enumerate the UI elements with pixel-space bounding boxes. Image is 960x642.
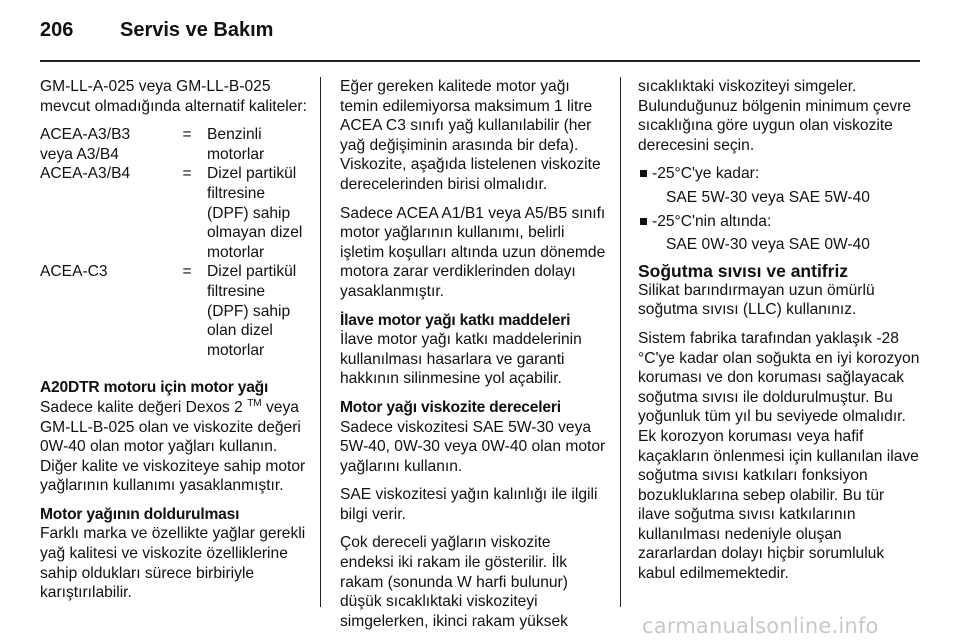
bullet-square-icon — [640, 218, 647, 225]
table-row — [40, 164, 308, 262]
additives-heading: İlave motor yağı katkı maddeleri — [340, 311, 571, 329]
header-divider — [40, 60, 920, 62]
oil-quality-paragraph: Eğer gereken kalitede motor yağı temin edilemiyorsa maksimum 1 litre ACEA C3 sınıfı yağ kullanılabilir (her yağ değişiminin arasında bir defa). Viskozite, aşağıda listelenen viskozite derecelerinden birisi olmalıdır. — [340, 78, 601, 193]
column-divider-2 — [620, 77, 621, 607]
list-item — [638, 164, 920, 207]
coolant-heading: Soğutma sıvısı ve antifriz — [638, 260, 849, 281]
watermark: carmanualsonline.info — [642, 614, 879, 638]
viscosity-heading: Motor yağı viskozite dereceleri — [340, 398, 561, 416]
bullet-value: SAE 0W-30 veya SAE 0W-40 — [666, 236, 870, 254]
spec-equals: = — [182, 165, 192, 183]
page-number: 206 — [40, 19, 74, 41]
bullet-square-icon — [640, 170, 647, 177]
spec-description: Dizel partikül filtresine (DPF) sahip olan dizel motorlar — [207, 263, 297, 359]
spec-description: Dizel partikül filtresine (DPF) sahip olmayan dizel motorlar — [207, 165, 303, 261]
a20dtr-heading: A20DTR motoru için motor yağı — [40, 379, 269, 397]
column-1 — [40, 77, 308, 612]
spec-equals: = — [182, 263, 192, 281]
a20dtr-text-start: Sadece kalite değeri Dexos 2 — [40, 398, 248, 416]
column-divider-1 — [320, 77, 321, 607]
oil-spec-table — [40, 125, 308, 360]
coolant-paragraph-1: Silikat barındırmayan uzun ömürlü soğutma sıvısı (LLC) kullanınız. — [638, 281, 875, 319]
multigrade-paragraph: Çok dereceli yağların viskozite endeksi iki rakam ile gösterilir. İlk rakam (sonunda W harfi bulunur) düşük sıcaklıktaki viskoziteyi simgelerken, ikinci rakam yüksek — [340, 534, 568, 630]
a20dtr-paragraph — [40, 398, 308, 496]
a20dtr-text-end: veya GM-LL-B-025 olan ve viskozite değeri 0W-40 olan motor yağları kullanın. Diğer kalite ve viskoziteye sahip motor yağlarının kullanımı yasaklanmıştır. — [40, 398, 306, 495]
trademark-superscript: TM — [247, 397, 262, 409]
acea-prohibition-paragraph: Sadece ACEA A1/B1 veya A5/B5 sınıfı motor yağlarının kullanımı, belirli işletim koşulları altında uzun dönemde motora zarar verdiklerinden dolayı yasaklanmıştır. — [340, 204, 606, 300]
bullet-value: SAE 5W-30 veya SAE 5W-40 — [666, 188, 870, 206]
oil-fill-heading: Motor yağının doldurulması — [40, 505, 240, 523]
list-item — [638, 212, 920, 255]
spec-description: Benzinli motorlar — [207, 126, 265, 163]
spec-grade: ACEA-A3/B3 veya A3/B4 — [40, 126, 131, 163]
viscosity-continued-paragraph: sıcaklıktaki viskoziteyi simgeler. Bulunduğunuz bölgenin minimum çevre sıcaklığına göre uygun olan viskozite derecesini seçin. — [638, 78, 912, 154]
column-2 — [340, 77, 608, 640]
sae-paragraph: SAE viskozitesi yağın kalınlığı ile ilgili bilgi verir. — [340, 486, 598, 523]
coolant-paragraph-2: Sistem fabrika tarafından yaklaşık -28 °C'ye kadar olan soğukta en iyi korozyon koruması ve don koruması sağlayacak soğutma sıvısı ile doldurulmuştur. Bu yoğunluk tüm yıl bu seviyede olmalıdır. Ek korozyon koruması veya hafif kaçakların önlenmesi için kullanılan ilave soğutma sıvısı katkıları fonksiyon bozukluklarına sebep olabilir. Bu tür ilave soğutma sıvısı katkılarının kullanılması nedeniyle oluşan zararlardan dolayı hiçbir sorumluluk kabul edilmemektedir. — [638, 329, 920, 583]
page-title: Servis ve Bakım — [120, 19, 274, 41]
column-3 — [638, 77, 920, 593]
table-row — [40, 125, 308, 164]
bullet-label: -25°C'ye kadar: — [652, 165, 760, 183]
spec-equals: = — [182, 126, 192, 144]
bullet-label: -25°C'nin altında: — [652, 212, 772, 230]
intro-paragraph: GM-LL-A-025 veya GM-LL-B-025 mevcut olmadığında alternatif kaliteler: — [40, 78, 307, 115]
page-header — [0, 0, 960, 62]
spec-grade: ACEA-C3 — [40, 263, 108, 281]
spec-grade: ACEA-A3/B4 — [40, 165, 131, 183]
additives-paragraph: İlave motor yağı katkı maddelerinin kullanılması hasarlara ve garanti hakkının silinmesine yol açabilir. — [340, 331, 582, 388]
table-row — [40, 262, 308, 360]
oil-fill-paragraph: Farklı marka ve özellikte yağlar gerekli yağ kalitesi ve viskozite özelliklerine sahip oldukları sürece birbiriyle karıştırılabilir. — [40, 525, 306, 602]
viscosity-paragraph: Sadece viskozitesi SAE 5W-30 veya 5W-40, 0W-30 veya 0W-40 olan motor yağlarını kullanın. — [340, 418, 606, 475]
temperature-bullet-list — [638, 164, 920, 254]
